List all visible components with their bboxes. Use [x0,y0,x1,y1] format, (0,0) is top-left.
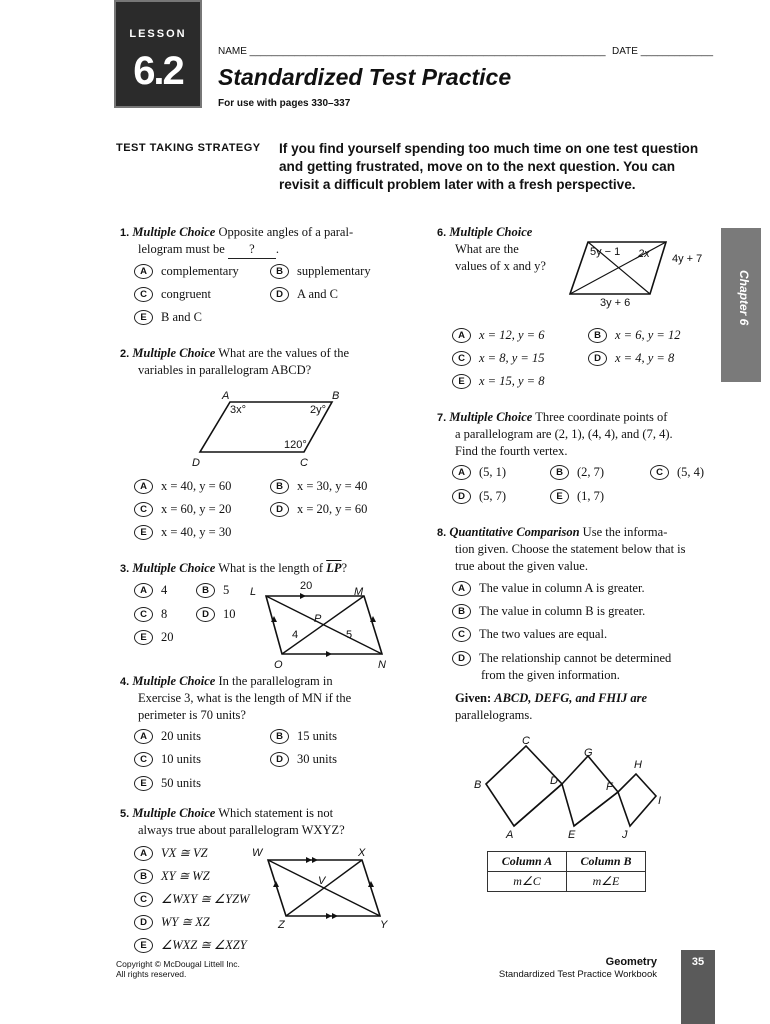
point-f-label: F [606,781,613,793]
q4-option-d[interactable]: D 30 units [270,752,337,767]
point-j-label: J [622,829,628,840]
q7-option-c[interactable]: C (5, 4) [650,465,704,480]
name-field: NAME ________________________________________________________________ [218,46,606,57]
point-v-label: V [318,875,326,887]
angle-c-label: 120° [284,439,307,451]
point-b-label: B [474,779,482,791]
q6-option-d[interactable]: D x = 4, y = 8 [588,351,674,366]
strategy-text: If you find yourself spending too much time on one test question and getting frustrated, move on to the next question. You can revisit a difficult problem later with a fresh perspective. [279,141,699,192]
question-6: 6. Multiple Choice What are the values of x and y? [437,225,546,273]
q1-option-c[interactable]: C congruent [134,287,211,302]
parallelogram-lmno-figure [244,578,404,672]
strategy-label: TEST TAKING STRATEGY [116,142,261,154]
page-subtitle: For use with pages 330–337 [218,98,351,109]
parallelogram-wxyz-figure [246,842,406,932]
q3-option-c[interactable]: C 8 [134,607,167,622]
q3-option-d[interactable]: D 10 [196,607,236,622]
point-h-label: H [634,759,642,771]
course-name: Geometry [605,956,657,968]
q5-option-a[interactable]: A VX ≅ VZ [134,845,208,861]
q5-option-b[interactable]: B XY ≅ WZ [134,868,210,884]
expr-4y-7-label: 4y + 7 [672,253,703,265]
point-e-label: E [568,829,576,840]
q8-option-b[interactable]: B The value in column B is greater. [452,604,645,619]
q8-option-c[interactable]: C The two values are equal. [452,627,607,642]
length-5-label: 5 [346,629,353,641]
vertex-d-label: D [192,457,200,469]
parallelogram-expressions-figure [558,236,714,312]
q8-option-a[interactable]: A The value in column A is greater. [452,581,645,596]
q6-option-b[interactable]: B x = 6, y = 12 [588,328,680,343]
vertex-b-label: B [332,390,340,402]
vertex-x-label: X [358,847,366,859]
q7-option-b[interactable]: B (2, 7) [550,465,604,480]
date-field: DATE _____________ [612,46,714,57]
expr-5y-1-label: 5y − 1 [590,246,621,258]
q6-option-e[interactable]: E x = 15, y = 8 [452,374,544,389]
chapter-tab [721,228,761,382]
lesson-badge [114,0,202,108]
angle-a-label: 3x° [230,404,247,416]
vertex-n-label: N [378,659,386,671]
expr-2x-label: 2x [638,248,650,260]
length-4-label: 4 [292,629,299,641]
point-g-label: G [584,747,593,759]
question-5: 5. Multiple Choice Which statement is not always true about parallelogram WXYZ? [120,806,345,837]
q5-option-c[interactable]: C ∠WXY ≅ ∠YZW [134,891,249,907]
page-number-box [681,950,715,1024]
q4-option-b[interactable]: B 15 units [270,729,337,744]
column-a-header: Column A [488,852,567,872]
comparison-table [487,851,646,892]
q2-option-a[interactable]: A x = 40, y = 60 [134,479,231,494]
lesson-label: LESSON [129,28,187,40]
q1-option-e[interactable]: E B and C [134,310,202,325]
q2-option-d[interactable]: D x = 20, y = 60 [270,502,367,517]
column-b-value: m∠E [567,872,646,892]
q4-option-c[interactable]: C 10 units [134,752,201,767]
q7-option-d[interactable]: D (5, 7) [452,489,506,504]
question-4: 4. Multiple Choice In the parallelogram in Exercise 3, what is the length of MN if the perimeter is 70 units? [120,674,352,722]
q1-option-a[interactable]: A complementary [134,264,239,279]
column-a-value: m∠C [488,872,567,892]
page-title: Standardized Test Practice [218,64,512,90]
page-number: 35 [691,956,705,968]
q4-option-a[interactable]: A 20 units [134,729,201,744]
q1-option-d[interactable]: D A and C [270,287,338,302]
vertex-y-label: Y [380,919,388,931]
copyright: Copyright © McDougal Littell Inc. All rights reserved. [116,959,240,979]
vertex-a-label: A [222,390,230,402]
q3-option-e[interactable]: E 20 [134,630,174,645]
q4-option-e[interactable]: E 50 units [134,776,201,791]
question-3: 3. Multiple Choice What is the length of $\overline{LP}$? [120,561,348,575]
q7-option-a[interactable]: A (5, 1) [452,465,506,480]
vertex-z-label: Z [278,919,285,931]
q2-option-e[interactable]: E x = 40, y = 30 [134,525,231,540]
q6-option-a[interactable]: A x = 12, y = 6 [452,328,544,343]
question-2: 2. Multiple Choice What are the values of the variables in parallelogram ABCD? [120,346,350,377]
parallelogram-abcd-figure [180,388,350,472]
q8-given: Given: ABCD, DEFG, and FHIJ are parallelograms. [455,691,648,722]
name-label: NAME [218,46,247,57]
expr-3y-6-label: 3y + 6 [600,297,631,309]
q3-option-b[interactable]: B 5 [196,583,229,598]
q2-option-c[interactable]: C x = 60, y = 20 [134,502,231,517]
q5-option-d[interactable]: D WY ≅ XZ [134,914,210,930]
vertex-w-label: W [252,847,263,859]
vertex-l-label: L [250,586,257,598]
q8-option-d[interactable]: D The relationship cannot be determined [452,651,671,666]
question-1: 1. Multiple Choice Opposite angles of a paral- lelogram must be ? . [120,224,400,259]
q5-option-e[interactable]: E ∠WXZ ≅ ∠XZY [134,937,247,953]
angle-b-label: 2y° [310,404,327,416]
q6-option-c[interactable]: C x = 8, y = 15 [452,351,544,366]
lesson-number: 6.2 [133,49,183,93]
date-label: DATE [612,46,638,57]
length-20-label: 20 [300,580,313,592]
point-d-label: D [550,775,558,787]
point-i-label: I [658,795,662,807]
vertex-c-label: C [300,457,308,469]
q1-option-b[interactable]: B supplementary [270,264,371,279]
parallelogram-chain-figure [470,734,670,840]
q2-option-b[interactable]: B x = 30, y = 40 [270,479,367,494]
chapter-tab-label: Chapter 6 [737,270,751,326]
q7-option-e[interactable]: E (1, 7) [550,489,604,504]
vertex-m-label: M [354,586,364,598]
point-c-label: C [522,735,530,747]
q3-option-a[interactable]: A 4 [134,583,167,598]
q8-option-d-continued: from the given information. [481,668,620,682]
vertex-o-label: O [274,659,283,671]
question-8: 8. Quantitative Comparison Use the informa- tion given. Choose the statement below that is true about the given value. [437,525,686,573]
question-7: 7. Multiple Choice Three coordinate points of a parallelogram are (2, 1), (4, 4), and (7, 4). Find the fourth vertex. [437,410,673,458]
point-a-label: A [506,829,514,840]
workbook-name: Standardized Test Practice Workbook [498,969,657,980]
column-b-header: Column B [567,852,646,872]
point-p-label: P [314,613,322,625]
